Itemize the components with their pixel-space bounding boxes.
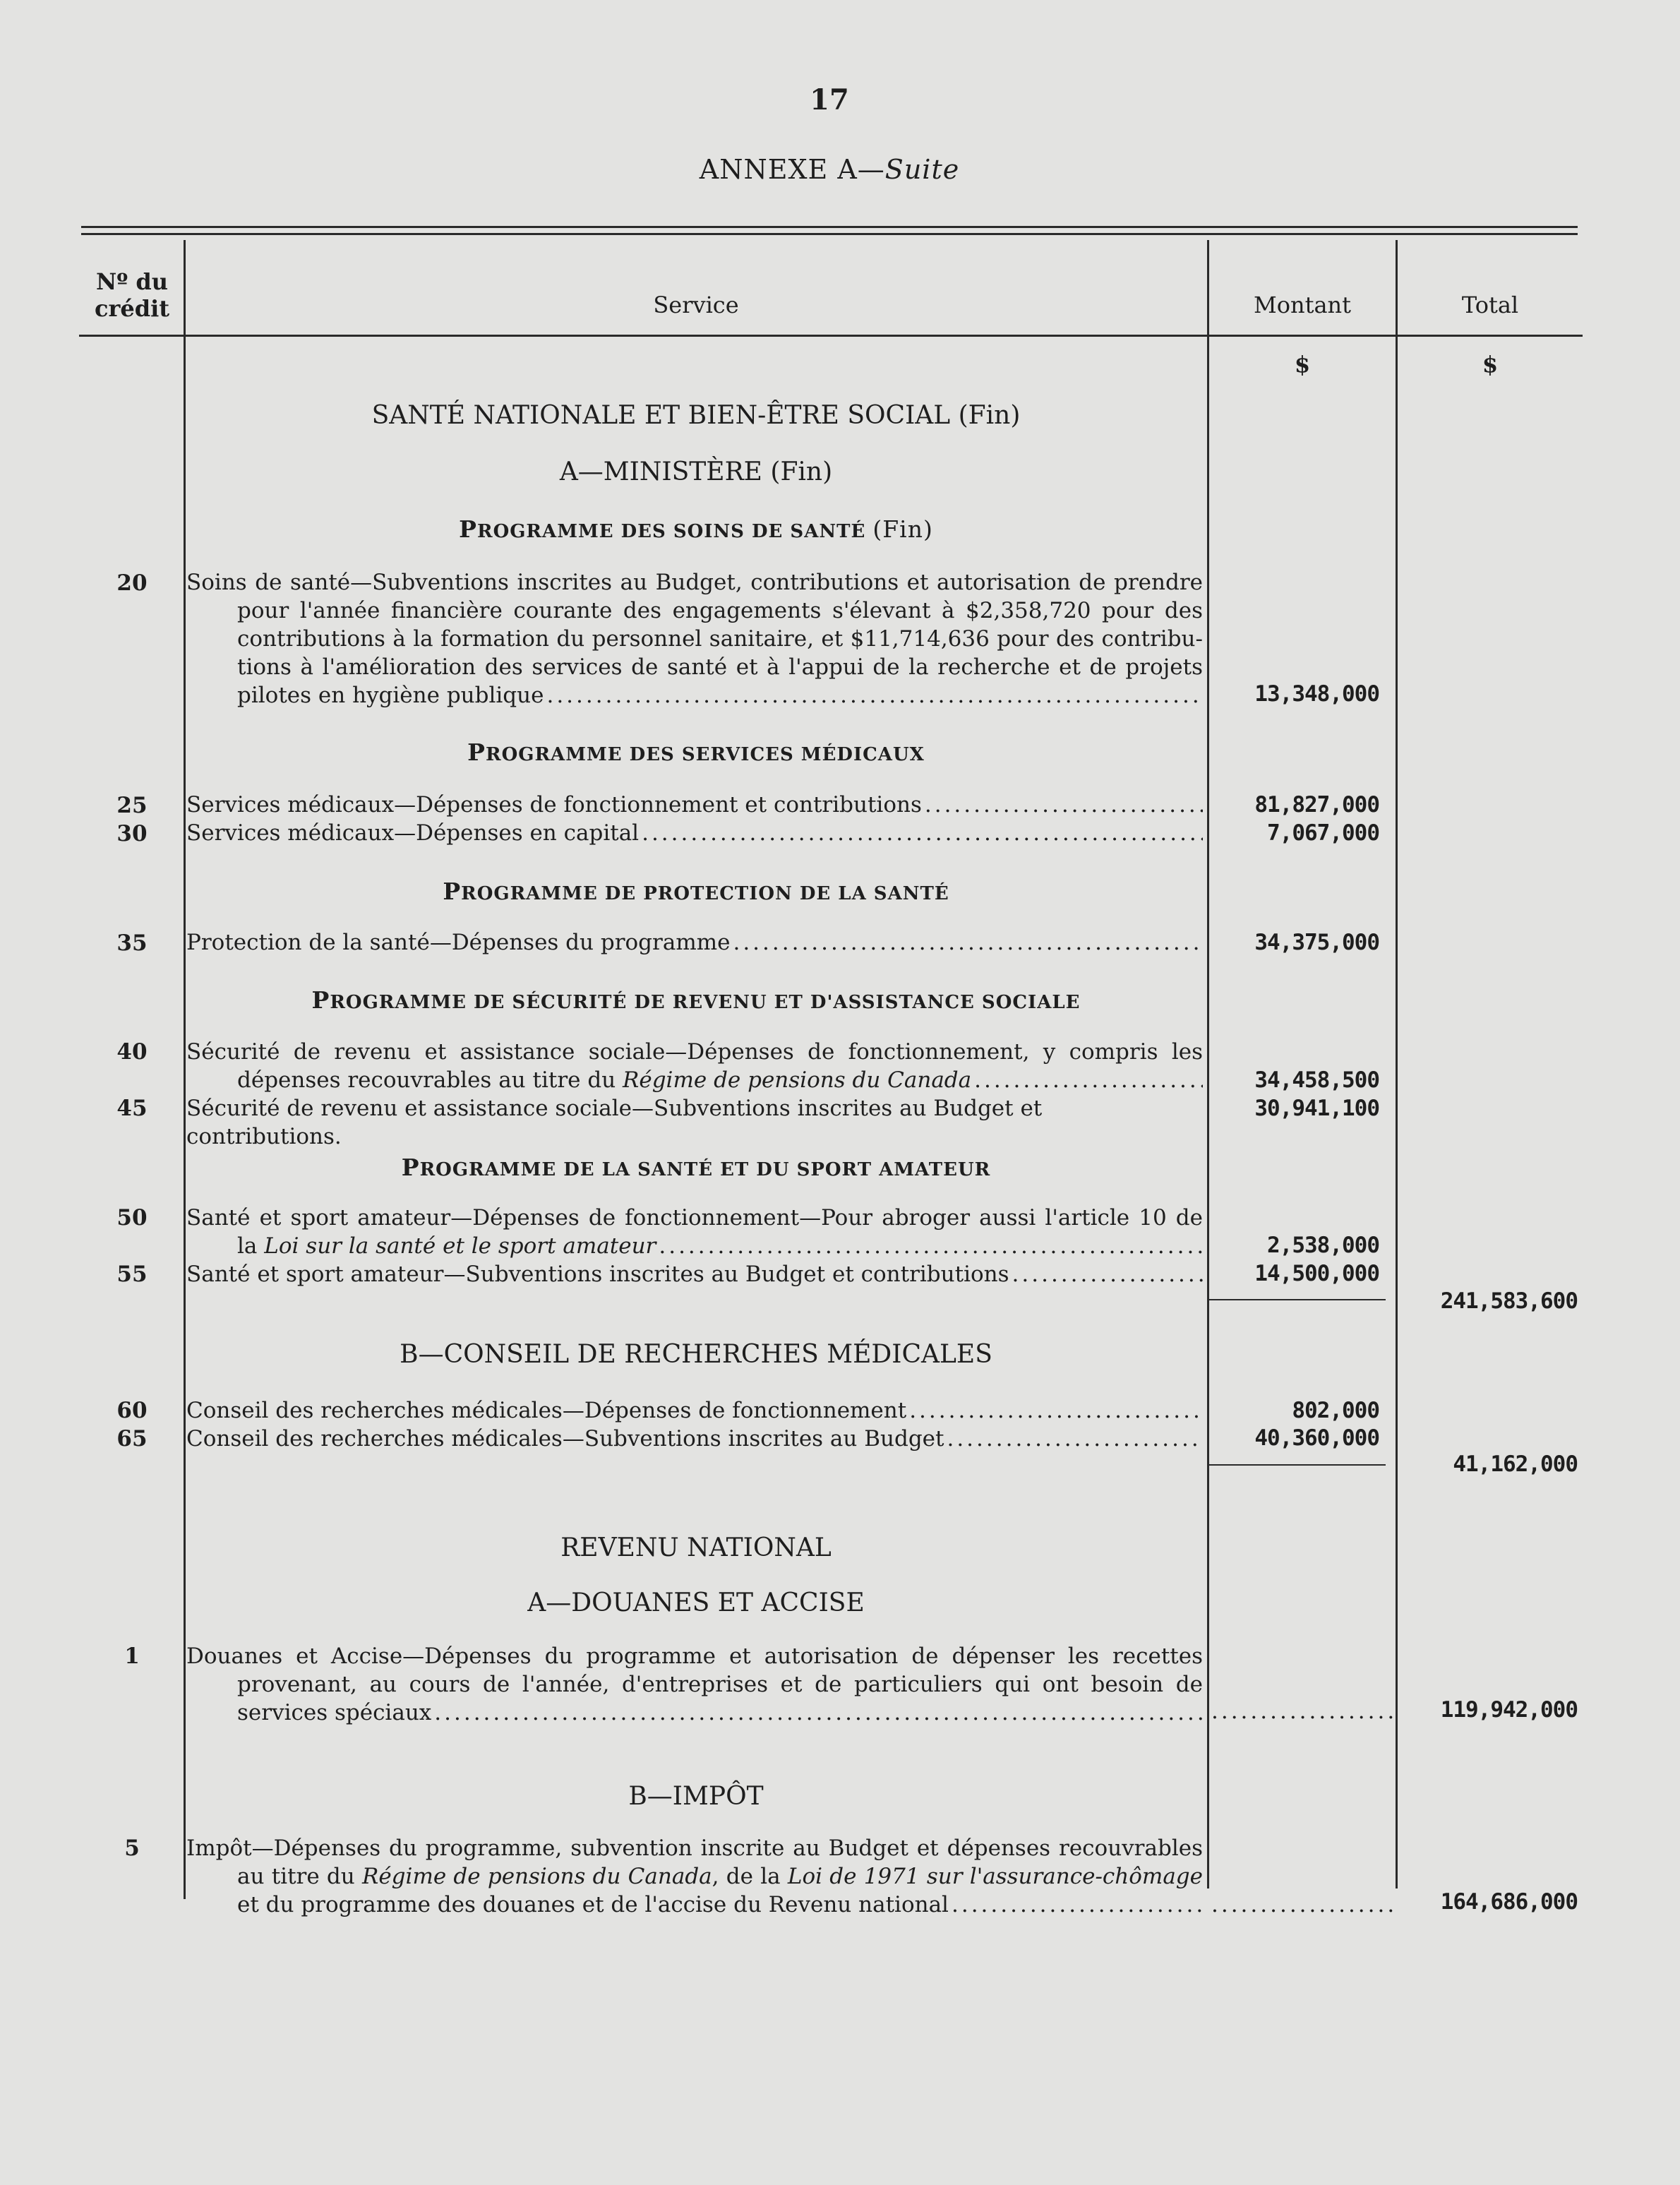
amount-cell: 34,375,000 [1254, 930, 1379, 955]
dot-leader [659, 1232, 1203, 1260]
table-top-rule-double [81, 233, 1578, 235]
dot-leader [733, 928, 1203, 957]
description-line-leader [186, 1066, 1203, 1094]
program-heading-rest: ROGRAMME DE PROTECTION DE LA SANTÉ [461, 883, 949, 904]
vote-description [186, 1204, 1203, 1260]
description-line: et du programme des douanes et de l'accise du Revenu national [237, 1892, 949, 1917]
annex-title-main: ANNEXE A— [699, 154, 885, 185]
vote-description [186, 928, 1203, 957]
dot-leader [642, 819, 1203, 847]
header-vote: Nº du crédit [94, 268, 169, 322]
amount-cell: 13,348,000 [1254, 681, 1379, 707]
dot-leader [1211, 1699, 1393, 1724]
description-line-leader [186, 1260, 1203, 1288]
program-heading-rest: ROGRAMME DE LA SANTÉ ET DU SPORT AMATEUR [419, 1159, 991, 1180]
description-text: , de la [712, 1864, 788, 1889]
dot-leader [434, 1699, 1203, 1727]
description-line: Conseil des recherches médicales—Dépenses de fonctionnement [186, 1398, 907, 1423]
annex-title [0, 154, 1659, 185]
program-heading-cap: P [401, 1154, 420, 1181]
program-heading [185, 515, 1207, 543]
program-heading-cap: P [459, 515, 477, 543]
description-line: contributions à la formation du personnel sanitaire, et $11,714,636 pour des contribu- [237, 626, 1203, 652]
description-line: Conseil des recherches médicales—Subventions inscrites au Budget [186, 1426, 944, 1451]
dot-leader [1211, 1892, 1393, 1917]
total-cell: 241,583,600 [1440, 1288, 1578, 1314]
description-line: Sécurité de revenu et assistance sociale—Dépenses de fonctionnement, y compris les [186, 1039, 1203, 1065]
description-line-leader [186, 1232, 1203, 1260]
description-line: Services médicaux—Dépenses de fonctionnement et contributions [186, 792, 922, 818]
dot-leader [974, 1066, 1203, 1094]
description-line: la [237, 1233, 258, 1259]
header-bottom-rule [79, 335, 1583, 337]
description-italic: Régime de pensions du Canada [623, 1067, 972, 1093]
vote-description [186, 1396, 1203, 1425]
program-heading [185, 878, 1207, 905]
vote-number: 20 [116, 570, 148, 596]
vote-number: 50 [116, 1205, 148, 1231]
dot-leader [947, 1425, 1203, 1453]
vote-number: 5 [124, 1836, 140, 1861]
program-heading-rest: ROGRAMME DE SÉCURITÉ DE REVENU ET D'ASSISTANCE SOCIALE [330, 992, 1081, 1013]
dot-leader [1012, 1260, 1203, 1288]
description-italic: Régime de pensions du Canada [362, 1864, 712, 1889]
amount-cell: 34,458,500 [1254, 1067, 1379, 1093]
amount-cell: 14,500,000 [1254, 1261, 1379, 1286]
vote-description [186, 1834, 1203, 1919]
vote-description [186, 568, 1203, 710]
header-service: Service [653, 292, 739, 318]
vote-number: 40 [116, 1039, 148, 1065]
description-text: au titre du [237, 1864, 362, 1889]
program-heading-rest: ROGRAMME DES SERVICES MÉDICAUX [485, 744, 925, 765]
currency-amount: $ [1294, 351, 1311, 378]
total-cell: 164,686,000 [1440, 1889, 1578, 1915]
description-line: dépenses recouvrables au titre du [237, 1067, 616, 1093]
vote-description [186, 791, 1203, 819]
annex-title-suffix: Suite [884, 154, 960, 185]
dot-leader [909, 1396, 1203, 1425]
description-line: provenant, au cours de l'année, d'entreprises et de particuliers qui ont besoin de [237, 1672, 1203, 1697]
section-title: B—IMPÔT [628, 1782, 764, 1811]
table-top-rule [81, 226, 1578, 228]
description-line: Impôt—Dépenses du programme, subvention inscrite au Budget et dépenses recouvrables [186, 1836, 1203, 1861]
program-heading [185, 986, 1207, 1014]
subtotal-rule [1209, 1299, 1386, 1300]
vote-number: 1 [124, 1644, 140, 1669]
dot-leader [925, 791, 1203, 819]
vote-number: 55 [116, 1262, 148, 1287]
vote-description [186, 1642, 1203, 1727]
header-amount: Montant [1253, 292, 1352, 318]
vote-description [186, 1260, 1203, 1288]
amount-cell: 802,000 [1292, 1398, 1379, 1423]
description-line [186, 1862, 1203, 1891]
amount-cell: 40,360,000 [1254, 1425, 1379, 1451]
total-cell: 119,942,000 [1440, 1697, 1578, 1723]
description-line: pilotes en hygiène publique [237, 683, 544, 708]
subtotal-rule [1209, 1464, 1386, 1466]
vote-number: 35 [116, 930, 148, 956]
description-line: Protection de la santé—Dépenses du programme [186, 930, 731, 955]
program-heading [185, 1154, 1207, 1181]
description-line: Sécurité de revenu et assistance sociale—Subventions inscrites au Budget et contributions. [186, 1096, 1043, 1149]
column-divider-total [1396, 240, 1398, 1888]
description-line-leader [186, 1891, 1203, 1919]
amount-cell: 7,067,000 [1267, 820, 1379, 846]
description-line: services spéciaux [237, 1700, 432, 1725]
section-subtitle: A—DOUANES ET ACCISE [527, 1588, 865, 1617]
description-italic: Loi sur la santé et le sport amateur [264, 1233, 656, 1259]
vote-number: 65 [116, 1426, 148, 1451]
description-line: Santé et sport amateur—Subventions inscrites au Budget et contributions [186, 1262, 1009, 1287]
amount-cell: 2,538,000 [1267, 1233, 1379, 1258]
description-line-leader [186, 819, 1203, 847]
vote-description [186, 1425, 1203, 1453]
description-line-leader [186, 1425, 1203, 1453]
column-divider-amount [1207, 240, 1209, 1888]
description-line-leader [186, 928, 1203, 957]
section-subtitle: A—MINISTÈRE (Fin) [559, 457, 833, 486]
description-italic: Loi de 1971 sur l'assurance-chômage [787, 1864, 1203, 1889]
currency-total: $ [1482, 351, 1499, 378]
description-line: pour l'année financière courante des engagements s'élevant à $2,358,720 pour des [237, 598, 1203, 623]
program-heading-rest: ROGRAMME DES SOINS DE SANTÉ [476, 521, 866, 542]
program-heading-cap: P [467, 738, 486, 766]
program-heading-tail: (Fin) [872, 515, 933, 543]
section-title: SANTÉ NATIONALE ET BIEN-ÊTRE SOCIAL (Fin) [371, 401, 1021, 430]
description-line-leader [186, 681, 1203, 710]
vote-number: 45 [116, 1096, 148, 1121]
description-line: Services médicaux—Dépenses en capital [186, 820, 640, 846]
program-heading-cap: P [311, 986, 330, 1014]
description-line: Douanes et Accise—Dépenses du programme et autorisation de dépenser les recettes [186, 1644, 1203, 1669]
program-heading-cap: P [443, 878, 462, 905]
program-heading [185, 738, 1207, 766]
vote-description [186, 819, 1203, 847]
total-cell: 41,162,000 [1453, 1451, 1578, 1477]
description-line: Soins de santé—Subventions inscrites au Budget, contributions et autorisation de prendre [186, 570, 1203, 595]
dot-leader [952, 1891, 1203, 1919]
vote-description [186, 1094, 1203, 1151]
page-number: 17 [810, 83, 849, 116]
description-line-leader [186, 1699, 1203, 1727]
vote-description [186, 1038, 1203, 1094]
description-line-leader [186, 791, 1203, 819]
description-line: Santé et sport amateur—Dépenses de fonctionnement—Pour abroger aussi l'article 10 de [186, 1205, 1203, 1231]
amount-cell: 30,941,100 [1254, 1096, 1379, 1121]
vote-number: 30 [116, 821, 148, 846]
header-total: Total [1461, 292, 1519, 318]
vote-number: 60 [116, 1398, 148, 1423]
description-line-leader [186, 1396, 1203, 1425]
amount-cell: 81,827,000 [1254, 792, 1379, 818]
section-title: REVENU NATIONAL [560, 1533, 832, 1562]
dot-leader [546, 681, 1203, 710]
vote-number: 25 [116, 793, 148, 818]
section-title: B—CONSEIL DE RECHERCHES MÉDICALES [400, 1340, 992, 1369]
description-line: tions à l'amélioration des services de santé et à l'appui de la recherche et de projets [237, 654, 1203, 680]
